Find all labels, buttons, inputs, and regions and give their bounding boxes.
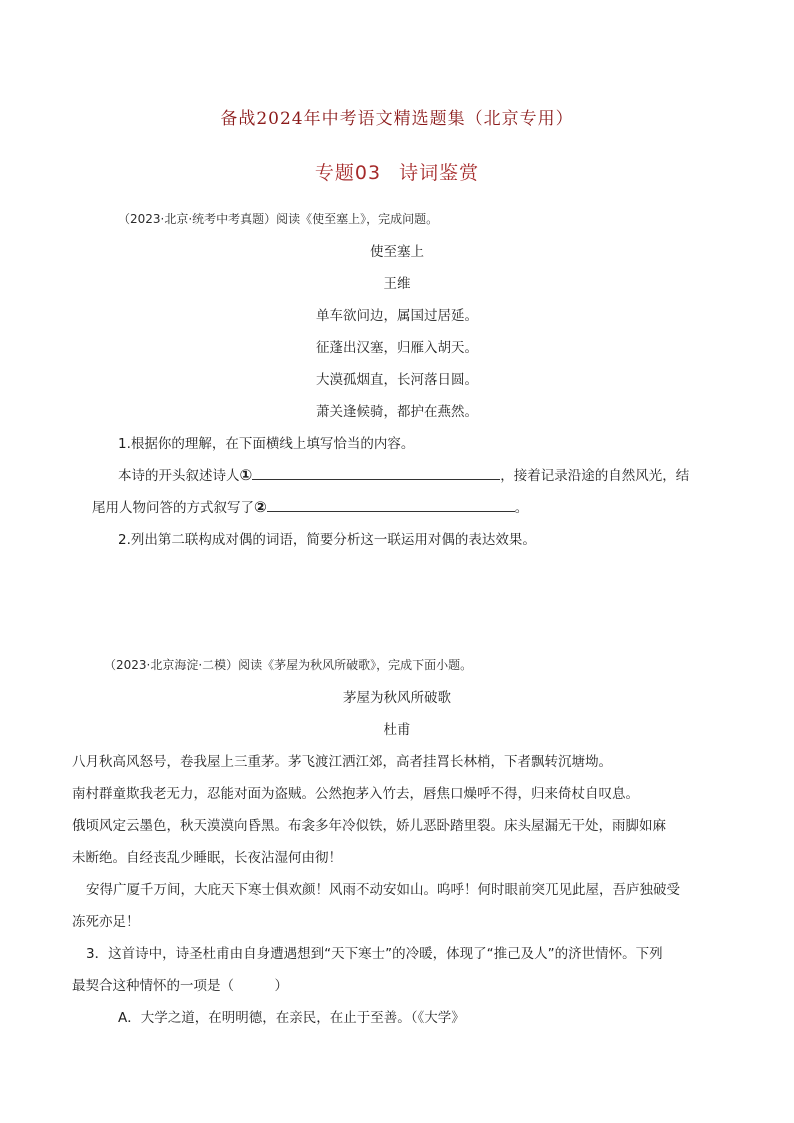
poem2-stanza-4-line-2: 冻死亦足！ — [72, 914, 140, 930]
topic-name: 诗词鉴赏 — [399, 162, 480, 184]
topic-title — [0, 158, 794, 185]
series-title: 备战2024年中考语文精选题集（北京专用） — [220, 109, 574, 129]
q1-text-d: 。 — [514, 500, 529, 516]
blank-marker-1: ① — [239, 466, 253, 484]
poem2-author: 杜甫 — [383, 722, 411, 738]
question-3-line-2: 最契合这种情怀的一项是（ ） — [72, 978, 288, 994]
question-3-line-1: 3．这首诗中，诗圣杜甫由自身遭遇想到“天下寒士”的冷暖，体现了“推己及人”的济世情怀。下列 — [86, 946, 663, 962]
poem2-stanza-3-line-2: 未断绝。自经丧乱少睡眠，长夜沾湿何由彻！ — [72, 850, 342, 866]
q1-text-b: ，接着记录沿途的自然风光，结 — [500, 468, 690, 484]
poem2-stanza-2: 南村群童欺我老无力，忍能对面为盗贼。公然抱茅入竹去，唇焦口燥呼不得，归来倚杖自叹息。 — [72, 786, 639, 802]
question-1-prompt: 1.根据你的理解，在下面横线上填写恰当的内容。 — [118, 436, 415, 452]
option-a[interactable]: A．大学之道，在明明德，在亲民，在止于至善。（《大学》 — [118, 1010, 465, 1026]
poem1-line-3: 大漠孤烟直，长河落日圆。 — [316, 372, 478, 388]
poem2-stanza-3-line-1: 俄顷风定云墨色，秋天漠漠向昏黑。布衾多年冷似铁，娇儿恶卧踏里裂。床头屋漏无干处，雨脚如麻 — [72, 818, 666, 834]
poem1-title: 使至塞上 — [370, 244, 424, 260]
section1-source: （2023·北京·统考中考真题）阅读《使至塞上》，完成问题。 — [118, 212, 439, 226]
answer-blank-1[interactable] — [252, 465, 500, 480]
blank-marker-2: ② — [254, 498, 267, 516]
section2-source: （2023·北京海淀·二模）阅读《茅屋为秋风所破歌》，完成下面小题。 — [104, 658, 473, 672]
poem1-line-1: 单车欲问边，属国过居延。 — [316, 308, 478, 324]
topic-number: 专题03 — [314, 162, 382, 184]
poem2-stanza-1: 八月秋高风怒号，卷我屋上三重茅。茅飞渡江洒江郊，高者挂罥长林梢，下者飘转沉塘坳。 — [72, 754, 612, 770]
poem1-author: 王维 — [383, 276, 411, 292]
poem2-stanza-4-line-1: 安得广厦千万间，大庇天下寒士俱欢颜！风雨不动安如山。呜呼！何时眼前突兀见此屋，吾庐独破受 — [86, 882, 680, 898]
question-1-line-2 — [92, 496, 528, 516]
answer-blank-2[interactable] — [267, 497, 515, 512]
poem1-line-2: 征蓬出汉塞，归雁入胡天。 — [316, 340, 478, 356]
question-2-prompt: 2.列出第二联构成对偶的词语，简要分析这一联运用对偶的表达效果。 — [118, 532, 536, 548]
poem1-line-4: 萧关逢候骑，都护在燕然。 — [316, 404, 478, 420]
q1-text-c: 尾用人物问答的方式叙写了 — [92, 500, 254, 516]
q1-text-a: 本诗的开头叙述诗人 — [118, 468, 240, 484]
poem2-title: 茅屋为秋风所破歌 — [343, 690, 451, 706]
question-1-line-1 — [118, 464, 689, 484]
